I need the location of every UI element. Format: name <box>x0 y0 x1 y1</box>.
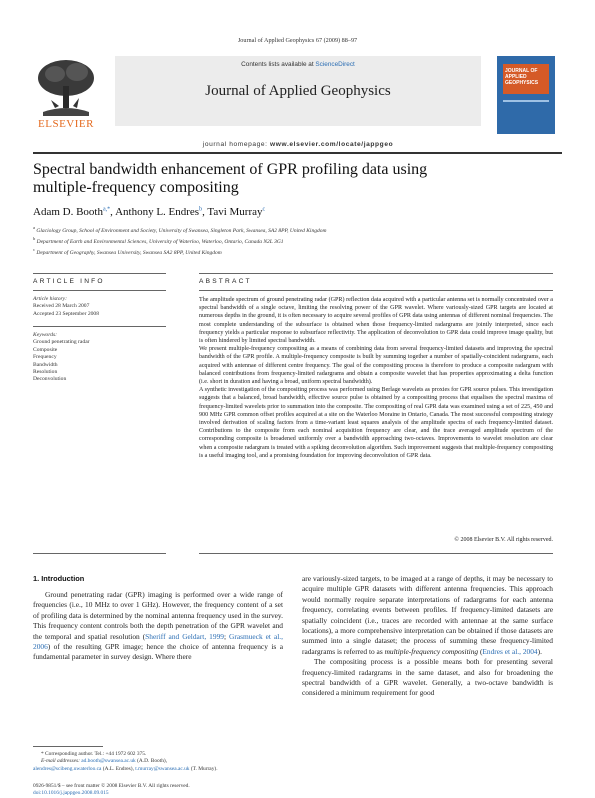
affiliation-text: Department of Geography, Swansea University, Swansea SA2 8PP, United Kingdom <box>36 250 222 257</box>
intro-paragraph <box>302 574 553 657</box>
publisher-name: ELSEVIER <box>38 118 94 130</box>
affiliation-marker: a <box>33 225 35 230</box>
email-link[interactable]: alendres@scibeng.uwaterloo.ca <box>33 765 102 772</box>
intro-text: Ground penetrating radar (GPR) imaging is performed over a wide range of frequencies (i.e., 10 MHz to over 1 GHz). However, the frequency content of a set of profiling data is determined by the nominal antenna frequency used in the survey. This frequency content controls both the depth penetration of the GPR wavelet and the temporal and spatial resolution ( <box>33 590 283 641</box>
keyword: Bandwidth <box>33 361 58 368</box>
affiliation-text: Glaciology Group, School of Environment and Society, University of Swansea, Singleton Park, Swansea, SA2 8PP, United Kingdom <box>36 227 327 234</box>
keyword: Ground penetrating radar <box>33 339 90 346</box>
keywords-label: Keywords: <box>33 332 58 338</box>
article-info-heading: ARTICLE INFO <box>33 278 105 285</box>
email-link[interactable]: ad.booth@swansea.ac.uk <box>81 758 136 765</box>
abstract-bottom-rule <box>199 553 553 554</box>
email-label: E-mail addresses: <box>41 758 82 765</box>
abstract-text <box>199 296 553 460</box>
affiliation-marker: b <box>33 236 36 242</box>
author-separator: , <box>202 206 208 218</box>
intro-text: are variously-sized targets, to be imaged at a range of depths, it may be necessary to acquire multiple GPR datasets with different antenna frequencies. This approach would normally require separate interpretations of radargrams for each antenna frequency, correlating events between profiles. If frequency-limited datasets are spatially coincident (i.e., traces are recorded with antennae at the same surface locations), a more comprehensive interpretation can be obtained if those datasets are summed into a single dataset; the process of summing these frequency-limited radargrams is referred to as <box>302 574 553 656</box>
footnote-rule <box>33 746 103 747</box>
abstract-paragraph: We present multiple-frequency compositing as a means of combining data from several frequency-limited datasets and improving the spectral bandwidth of the GPR profile. A multiple-frequency composite is built by summing together a number of spatially-coincident radargrams, each acquired with antennae of different centre frequency. The goal of the compositing process is therefore to produce a composite radargram with balanced contributions from frequency-limited radargrams and obtain a composite wavelet that has properties approximating a delta function (i.e. short in duration and having a broad, uniform spectral bandwidth). <box>199 346 553 386</box>
sciencedirect-link[interactable]: ScienceDirect <box>315 61 355 68</box>
affiliation-item <box>33 224 553 235</box>
citation-separator: ; <box>223 631 230 641</box>
journal-title: Journal of Applied Geophysics <box>205 83 391 99</box>
keyword: Frequency <box>33 354 57 361</box>
received-date: Received 28 March 2007 <box>33 303 90 310</box>
affiliation-item <box>33 235 553 246</box>
article-info-top-rule <box>33 273 166 274</box>
corresponding-author-footnote <box>33 751 283 773</box>
corresponding-author-note: * Corresponding author. Tel.: +44 1972 602 375. <box>41 751 147 757</box>
email-link[interactable]: t.murray@swansea.ac.uk <box>135 765 190 772</box>
homepage-label: journal homepage: <box>202 141 271 148</box>
section-heading-introduction: 1. Introduction <box>33 574 85 583</box>
keyword: Deconvolution <box>33 376 67 383</box>
cover-title <box>505 68 547 86</box>
email-owner: (A.D. Booth), <box>135 758 168 765</box>
author-name: Anthony L. Endres <box>115 206 200 218</box>
cover-line: JOURNAL OF <box>505 68 538 74</box>
citation-link[interactable]: Sheriff and Geldart, 1999 <box>145 631 224 641</box>
cover-stripe <box>503 100 549 102</box>
citation-link[interactable]: Endres et al., 2004 <box>482 646 538 656</box>
affiliation-item <box>33 246 553 257</box>
title-line: Spectral bandwidth enhancement of GPR profiling data using <box>33 161 428 178</box>
homepage-url-link[interactable]: www.elsevier.com/locate/jappgeo <box>270 141 394 148</box>
abstract-paragraph: A synthetic investigation of the compositing process was performed using Berlage wavelets as proxies for GPR source pulses. This investigation suggests that a balanced, broad bandwidth, effective source pulse is obtained by a compositing process that equalises the spectral maxima of frequency-limited wavelets prior to summation into the composite. The compositing of real GPR data was examined using a set of 225, 450 and 900 MHz GPR common offset profiles acquired at a site on the Waterloo Moraine in Ontario, Canada. The most successful compositing strategy involved derivation of scaling factors from a time-variant least squares analysis of the amplitude spectra of each frequency-limited dataset. Contributions to the composite from each nominal acquisition frequency are clear, and the trace averaged amplitude spectrum of the corresponding composite is broadened uniformly over a bandwidth approaching two-octaves. Improvements to wavelet resolution are clear when a composite radargram is treated with a spiking deconvolution algorithm. Such improvement suggests that multiple-frequency compositing is a useful imaging tool, and a promising foundation for improving deconvolution of GPR data. <box>199 387 553 459</box>
intro-emphasis: multiple-frequency compositing <box>384 646 479 656</box>
affiliation-list <box>33 224 553 258</box>
intro-text: ). <box>537 646 542 656</box>
author-name: Adam D. Booth <box>33 206 103 218</box>
keywords-block <box>33 332 166 384</box>
author-list <box>33 206 265 218</box>
issn-line: 0926-9851/$ – see front matter © 2008 Elsevier B.V. All rights reserved. <box>33 783 190 789</box>
email-owner: (A.L. Endres), <box>101 765 136 772</box>
title-line: multiple-frequency compositing <box>33 179 239 196</box>
article-info-bottom-rule <box>33 553 166 554</box>
intro-right-column <box>302 574 553 699</box>
author-name: Tavi Murray <box>207 206 263 218</box>
author-affiliation-link[interactable]: b <box>199 206 203 213</box>
elsevier-tree-logo <box>33 56 99 126</box>
intro-left-column <box>33 590 283 663</box>
intro-paragraph <box>33 590 283 663</box>
contents-label: Contents lists available at <box>241 61 316 68</box>
keyword: Resolution <box>33 369 58 376</box>
author-separator: , <box>110 206 116 218</box>
journal-homepage <box>115 141 481 148</box>
intro-text: ( <box>478 646 483 656</box>
keyword: Composite <box>33 346 58 353</box>
doi-link[interactable]: doi:10.1016/j.jappgeo.2008.09.015 <box>33 790 109 797</box>
article-info-rule <box>33 290 166 291</box>
affiliation-marker: c <box>33 247 35 253</box>
citation-link[interactable]: Grasmueck et al., 2006 <box>33 631 283 652</box>
intro-text: ) of the resulting GPR image; hence the choice of antenna frequency is a fundamental parameter in survey design. Where there <box>33 642 283 662</box>
abstract-paragraph: The amplitude spectrum of ground penetrating radar (GPR) reflection data acquired with a particular antenna set is normally concentrated over a spectral bandwidth of a single octave, limiting the resolving power of the GPR wavelet. Where variously-sized GPR targets are located at numerous depths in the ground, it is often necessary to acquire several profiles of GPR data using antennas of different nominal frequencies. The most complete understanding of the subsurface is obtained when those frequency-limited radargrams are jointly interpreted, since each frequency yields a particular response to subsurface reflectivity. The application of deconvolution to GPR data could improve image quality, but is often hindered by limited spectral bandwidth. <box>199 297 553 345</box>
cover-line: GEOPHYSICS <box>505 80 539 86</box>
article-history <box>33 296 166 318</box>
history-label: Article history: <box>33 296 68 302</box>
intro-paragraph: The compositing process is a possible means both for presenting several frequency-limited radargrams in the same dataset, and also for broadening the spectral bandwidth of a GPR wavelet. Generally, a two-octave bandwidth is considered a minimum requirement for good <box>302 657 553 698</box>
contents-available <box>115 61 481 68</box>
article-title <box>33 161 503 197</box>
email-line <box>33 758 283 765</box>
accepted-date: Accepted 23 September 2008 <box>33 310 100 317</box>
affiliation-text: Department of Earth and Environmental Sciences, University of Waterloo, Waterloo, Ontario, Canada N2L 3G1 <box>36 239 284 246</box>
journal-reference: Journal of Applied Geophysics 67 (2009) 88–97 <box>237 37 358 44</box>
abstract-rule <box>199 290 553 291</box>
front-matter <box>33 783 283 798</box>
journal-cover-image <box>497 56 555 134</box>
abstract-top-rule <box>199 273 553 274</box>
author-affiliation-link[interactable]: c <box>262 206 266 213</box>
header-divider <box>33 152 562 154</box>
keywords-rule <box>33 326 166 327</box>
email-owner: (T. Murray). <box>189 765 218 772</box>
abstract-heading: ABSTRACT <box>199 278 252 285</box>
abstract-copyright: © 2008 Elsevier B.V. All rights reserved. <box>454 537 553 543</box>
author-affiliation-link[interactable]: a,* <box>102 206 111 213</box>
cover-line: APPLIED <box>505 74 527 80</box>
email-line <box>33 766 283 773</box>
